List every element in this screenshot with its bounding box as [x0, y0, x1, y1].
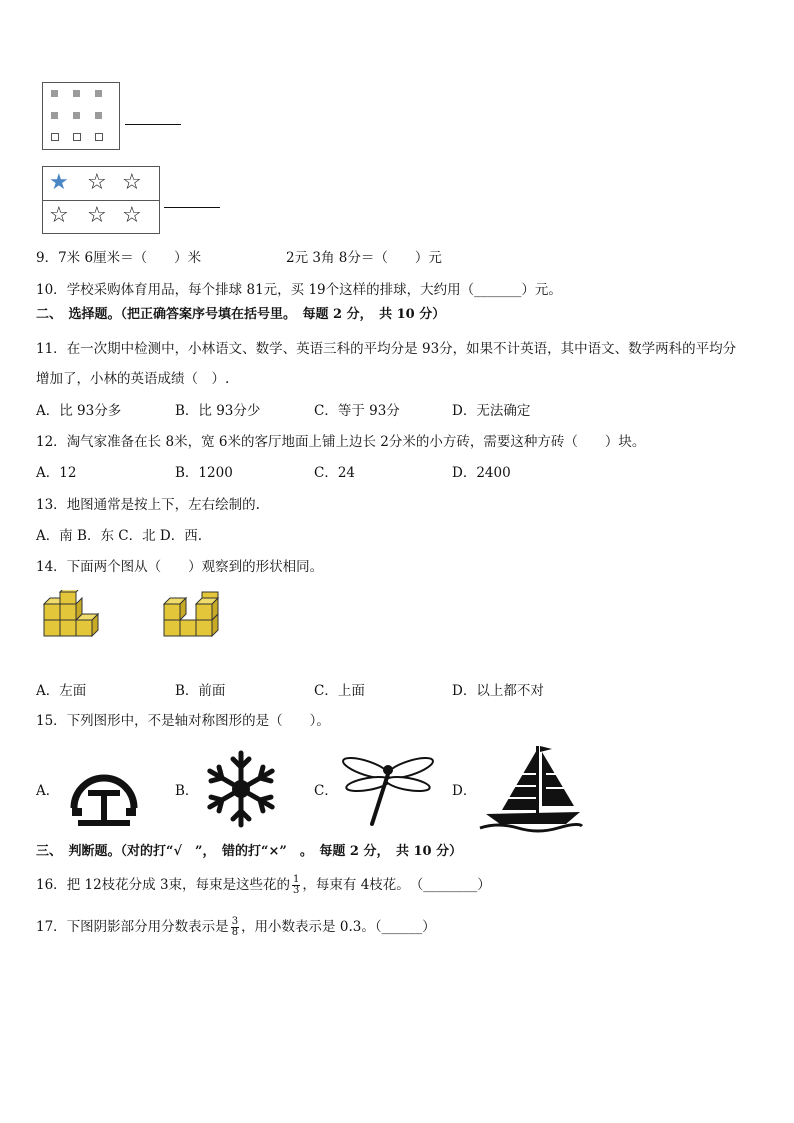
star-outline-icon: ☆ — [49, 203, 69, 228]
dragonfly-icon — [340, 752, 436, 828]
sailboat-icon — [478, 744, 584, 834]
question-text: 7米 6厘米＝（ ）米 — [58, 250, 202, 266]
option-b-label[interactable]: B． — [175, 783, 199, 799]
option-d-label[interactable]: D． — [452, 783, 477, 799]
question-number: 14． — [36, 559, 67, 575]
section-2-title: 二、 选择题。（把正确答案序号填在括号里。 每题 2 分， 共 10 分） — [36, 307, 446, 322]
question-text: 在一次期中检测中，小林语文、数学、英语三科的平均分是 93分，如果不计英语，其中语文、数学两科的平均分 — [66, 341, 737, 357]
option-d[interactable]: D．2400 — [452, 465, 511, 481]
filled-square-icon — [51, 90, 58, 97]
fraction-numerator: 3 — [231, 916, 239, 927]
question-14 — [36, 558, 323, 576]
question-text: 下列图形中，不是轴对称图形的是（ ）。 — [66, 713, 330, 729]
star-grid-figure — [42, 166, 160, 234]
question-17 — [36, 917, 436, 938]
option-d[interactable]: D．以上都不对 — [452, 683, 544, 699]
question-text: 把 12枝花分成 3束，每束是这些花的 — [66, 877, 291, 893]
question-9-part-b: 2元 3角 8分＝（ ）元 — [286, 250, 442, 266]
option-d[interactable]: D．无法确定 — [452, 403, 531, 419]
star-filled-icon: ★ — [49, 170, 69, 195]
empty-square-icon — [95, 133, 103, 141]
question-text-tail: ，每束有 4枝花。 （________） — [302, 877, 491, 893]
option-a[interactable]: A．左面 — [36, 683, 87, 699]
question-16 — [36, 875, 491, 896]
question-text-tail: ，用小数表示是 0.3。（______） — [241, 919, 436, 935]
option-a[interactable]: A．12 — [36, 465, 77, 481]
answer-blank[interactable] — [164, 207, 220, 208]
cube-figure-right — [162, 590, 226, 638]
star-outline-icon: ☆ — [122, 203, 142, 228]
question-number: 17． — [36, 919, 67, 935]
star-outline-icon: ☆ — [87, 203, 107, 228]
question-11-line-2: 增加了，小林的英语成绩（ ）. — [36, 371, 230, 387]
star-outline-icon: ☆ — [122, 170, 142, 195]
square-grid-figure — [42, 82, 120, 150]
question-text: 学校采购体育用品，每个排球 81元，买 19个这样的排球，大约用（_______）元。 — [66, 282, 562, 298]
fraction — [231, 917, 239, 938]
answer-blank[interactable] — [125, 124, 181, 125]
option-b[interactable]: B．1200 — [175, 465, 233, 481]
empty-square-icon — [51, 133, 59, 141]
star-outline-icon: ☆ — [87, 170, 107, 195]
option-c[interactable]: C．等于 93分 — [314, 403, 400, 419]
question-text: 下面两个图从（ ）观察到的形状相同。 — [66, 559, 324, 575]
filled-square-icon — [73, 112, 80, 119]
question-number: 15． — [36, 713, 67, 729]
question-text: 淘气家准备在长 8米，宽 6米的客厅地面上铺上边长 2分米的小方砖，需要这种方砖（ ）块。 — [66, 434, 646, 450]
snowflake-icon — [202, 748, 280, 830]
option-c[interactable]: C．上面 — [314, 683, 365, 699]
option-a-label[interactable]: A． — [36, 783, 60, 799]
question-text: 地图通常是按上下，左右绘制的. — [66, 497, 260, 513]
question-number: 9． — [36, 250, 59, 266]
question-13-options[interactable]: A．南 B．东 C．北 D．西. — [36, 528, 202, 544]
filled-square-icon — [95, 112, 102, 119]
option-c-label[interactable]: C． — [314, 783, 338, 799]
question-number: 12． — [36, 434, 67, 450]
filled-square-icon — [73, 90, 80, 97]
section-3-title: 三、 判断题。（对的打“√ ”， 错的打“×” 。 每题 2 分， 共 10 分） — [36, 844, 463, 859]
question-9 — [36, 249, 201, 267]
question-13 — [36, 496, 260, 514]
cube-figure-left — [42, 590, 102, 638]
filled-square-icon — [95, 90, 102, 97]
star-grid-divider — [43, 200, 159, 201]
fraction — [292, 875, 300, 896]
option-b[interactable]: B．比 93分少 — [175, 403, 261, 419]
empty-square-icon — [73, 133, 81, 141]
option-c[interactable]: C．24 — [314, 465, 356, 481]
fraction-denominator: 8 — [231, 927, 239, 938]
question-12 — [36, 433, 645, 451]
question-11 — [36, 340, 736, 358]
option-a[interactable]: A．比 93分多 — [36, 403, 122, 419]
fraction-numerator: 1 — [293, 874, 300, 885]
question-10 — [36, 281, 562, 299]
fraction-denominator: 3 — [293, 885, 300, 896]
filled-square-icon — [51, 112, 58, 119]
question-number: 13． — [36, 497, 67, 513]
question-number: 16． — [36, 877, 67, 893]
question-text: 下图阴影部分用分数表示是 — [66, 919, 229, 935]
question-15 — [36, 712, 330, 730]
question-number: 10． — [36, 282, 67, 298]
option-b[interactable]: B．前面 — [175, 683, 226, 699]
question-number: 11． — [36, 341, 67, 357]
subway-logo-icon — [64, 750, 144, 830]
